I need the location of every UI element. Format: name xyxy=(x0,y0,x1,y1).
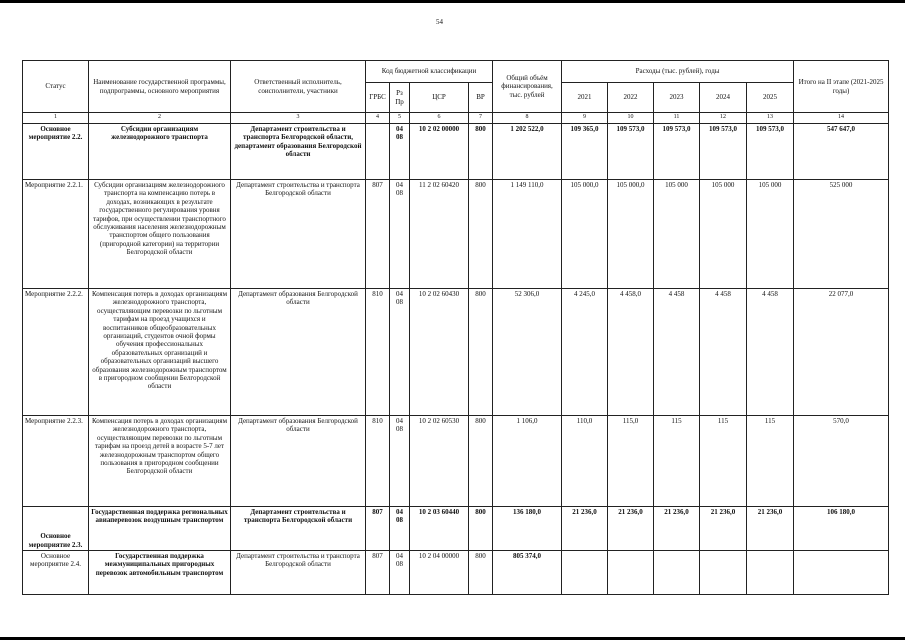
row-stage-total: 22 077,0 xyxy=(794,289,889,416)
row-2023: 4 458 xyxy=(654,289,700,416)
row-2024: 105 000 xyxy=(700,180,747,289)
row-2023: 21 236,0 xyxy=(654,507,700,551)
row-name: Субсидии организациям железнодорожного транспорта xyxy=(89,124,231,180)
column-number: 13 xyxy=(747,113,794,124)
row-vr: 800 xyxy=(469,289,493,416)
row-status: Мероприятие 2.2.2. xyxy=(23,289,89,416)
row-2022: 21 236,0 xyxy=(608,507,654,551)
row-name: Компенсация потерь в доходах организациям железнодорожного транспорта, осуществляющим перевозки по льготным тарифам на проезд учащихся и воспитанников общеобразовательных организаций, студентов очной формы обучения профессиональных образовательных организаций и образовательных организаций высшего образования железнодорожным транспортом в пригородном сообщении Белгородской области xyxy=(89,289,231,416)
column-number: 8 xyxy=(493,113,562,124)
column-number: 11 xyxy=(654,113,700,124)
row-total: 1 106,0 xyxy=(493,416,562,507)
header-stage-total: Итого на II этапе (2021-2025 годы) xyxy=(794,61,889,113)
row-status: Основное мероприятие 2.3. xyxy=(23,507,89,551)
header-total: Общий объём финансирования, тыс. рублей xyxy=(493,61,562,113)
row-2021: 21 236,0 xyxy=(562,507,608,551)
row-2024: 21 236,0 xyxy=(700,507,747,551)
table-row xyxy=(23,507,889,551)
row-2021: 110,0 xyxy=(562,416,608,507)
row-2022: 109 573,0 xyxy=(608,124,654,180)
header-rzpr: Рз Пр xyxy=(390,83,410,113)
row-total: 136 180,0 xyxy=(493,507,562,551)
row-vr: 800 xyxy=(469,507,493,551)
column-number: 10 xyxy=(608,113,654,124)
row-grbs: 810 xyxy=(366,416,390,507)
row-stage-total: 106 180,0 xyxy=(794,507,889,551)
row-name: Государственная поддержка межмуниципальных пригородных перевозок автомобильным транспортом xyxy=(89,551,231,595)
row-2022: 115,0 xyxy=(608,416,654,507)
row-rzpr: 04 08 xyxy=(390,507,410,551)
table-row xyxy=(23,416,889,507)
table-row xyxy=(23,180,889,289)
row-csr: 10 2 02 00000 xyxy=(410,124,469,180)
header-vr: ВР xyxy=(469,83,493,113)
row-rzpr: 04 08 xyxy=(390,551,410,595)
row-rzpr: 04 08 xyxy=(390,289,410,416)
header-grbs: ГРБС xyxy=(366,83,390,113)
header-csr: ЦСР xyxy=(410,83,469,113)
row-csr: 10 2 04 00000 xyxy=(410,551,469,595)
row-grbs xyxy=(366,124,390,180)
row-rzpr: 04 08 xyxy=(390,416,410,507)
row-name: Компенсация потерь в доходах организациям железнодорожного транспорта, осуществляющим перевозки по льготным тарифам на проезд детей в возрасте 5-7 лет железнодорожным транспортом общего пользования в пригородном сообщении Белгородской области xyxy=(89,416,231,507)
row-total: 1 202 522,0 xyxy=(493,124,562,180)
row-2024: 115 xyxy=(700,416,747,507)
column-number: 2 xyxy=(89,113,231,124)
row-2022 xyxy=(608,551,654,595)
row-vr: 800 xyxy=(469,180,493,289)
table-row xyxy=(23,289,889,416)
row-grbs: 807 xyxy=(366,507,390,551)
row-name: Субсидии организациям железнодорожного транспорта на компенсацию потерь в доходах, возникающих в результате государственного регулирования уровня тарифов, при осуществлении транспортного обслуживания населения железнодорожным транспортом общего пользования (пригородной категории) на территории Белгородской области xyxy=(89,180,231,289)
column-number-row xyxy=(23,113,889,124)
row-status: Основное мероприятие 2.4. xyxy=(23,551,89,595)
row-rzpr: 04 08 xyxy=(390,124,410,180)
row-stage-total: 547 647,0 xyxy=(794,124,889,180)
row-grbs: 807 xyxy=(366,551,390,595)
column-number: 12 xyxy=(700,113,747,124)
row-2023 xyxy=(654,551,700,595)
column-number: 3 xyxy=(231,113,366,124)
row-stage-total: 525 000 xyxy=(794,180,889,289)
row-2022: 4 458,0 xyxy=(608,289,654,416)
row-executor: Департамент строительства и транспорта Белгородской области xyxy=(231,551,366,595)
row-executor: Департамент образования Белгородской области xyxy=(231,289,366,416)
header-code-group: Код бюджетной классификации xyxy=(366,61,493,83)
row-2025: 105 000 xyxy=(747,180,794,289)
row-csr: 10 2 03 60440 xyxy=(410,507,469,551)
header-year-2025: 2025 xyxy=(747,83,794,113)
row-vr: 800 xyxy=(469,551,493,595)
header-year-2024: 2024 xyxy=(700,83,747,113)
row-2023: 115 xyxy=(654,416,700,507)
row-2023: 109 573,0 xyxy=(654,124,700,180)
row-2024 xyxy=(700,551,747,595)
row-2021: 109 365,0 xyxy=(562,124,608,180)
header-year-2022: 2022 xyxy=(608,83,654,113)
top-scan-edge xyxy=(0,0,905,3)
header-name: Наименование государственной программы, подпрограммы, основного мероприятия xyxy=(89,61,231,113)
row-rzpr: 04 08 xyxy=(390,180,410,289)
row-2025: 109 573,0 xyxy=(747,124,794,180)
row-grbs: 807 xyxy=(366,180,390,289)
header-year-2021: 2021 xyxy=(562,83,608,113)
row-stage-total xyxy=(794,551,889,595)
row-status: Основное мероприятие 2.2. xyxy=(23,124,89,180)
page-number: 54 xyxy=(436,18,443,26)
row-2025: 115 xyxy=(747,416,794,507)
header-status: Статус xyxy=(23,61,89,113)
row-vr: 800 xyxy=(469,416,493,507)
column-number: 14 xyxy=(794,113,889,124)
row-csr: 10 2 02 60430 xyxy=(410,289,469,416)
row-2021 xyxy=(562,551,608,595)
row-executor: Департамент строительства и транспорта Белгородской области, департамент образования Белгородской области xyxy=(231,124,366,180)
row-2023: 105 000 xyxy=(654,180,700,289)
row-stage-total: 570,0 xyxy=(794,416,889,507)
row-total: 805 374,0 xyxy=(493,551,562,595)
budget-table xyxy=(22,60,889,595)
row-2021: 105 000,0 xyxy=(562,180,608,289)
row-2021: 4 245,0 xyxy=(562,289,608,416)
row-executor: Департамент строительства и транспорта Белгородской области xyxy=(231,180,366,289)
column-number: 6 xyxy=(410,113,469,124)
column-number: 1 xyxy=(23,113,89,124)
table-row xyxy=(23,551,889,595)
row-vr: 800 xyxy=(469,124,493,180)
header-expenses-group: Расходы (тыс. рублей), годы xyxy=(562,61,794,83)
column-number: 5 xyxy=(390,113,410,124)
row-2022: 105 000,0 xyxy=(608,180,654,289)
row-csr: 11 2 02 60420 xyxy=(410,180,469,289)
row-executor: Департамент образования Белгородской области xyxy=(231,416,366,507)
header-year-2023: 2023 xyxy=(654,83,700,113)
row-total: 52 306,0 xyxy=(493,289,562,416)
table-row xyxy=(23,124,889,180)
row-executor: Департамент строительства и транспорта Белгородской области xyxy=(231,507,366,551)
row-total: 1 149 110,0 xyxy=(493,180,562,289)
row-grbs: 810 xyxy=(366,289,390,416)
row-status: Мероприятие 2.2.1. xyxy=(23,180,89,289)
row-2025 xyxy=(747,551,794,595)
row-status: Мероприятие 2.2.3. xyxy=(23,416,89,507)
row-2025: 21 236,0 xyxy=(747,507,794,551)
row-2024: 4 458 xyxy=(700,289,747,416)
row-csr: 10 2 02 60530 xyxy=(410,416,469,507)
column-number: 7 xyxy=(469,113,493,124)
row-2025: 4 458 xyxy=(747,289,794,416)
row-name: Государственная поддержка региональных авиаперевозок воздушным транспортом xyxy=(89,507,231,551)
column-number: 9 xyxy=(562,113,608,124)
row-2024: 109 573,0 xyxy=(700,124,747,180)
header-executor: Ответственный исполнитель, соисполнители, участники xyxy=(231,61,366,113)
column-number: 4 xyxy=(366,113,390,124)
